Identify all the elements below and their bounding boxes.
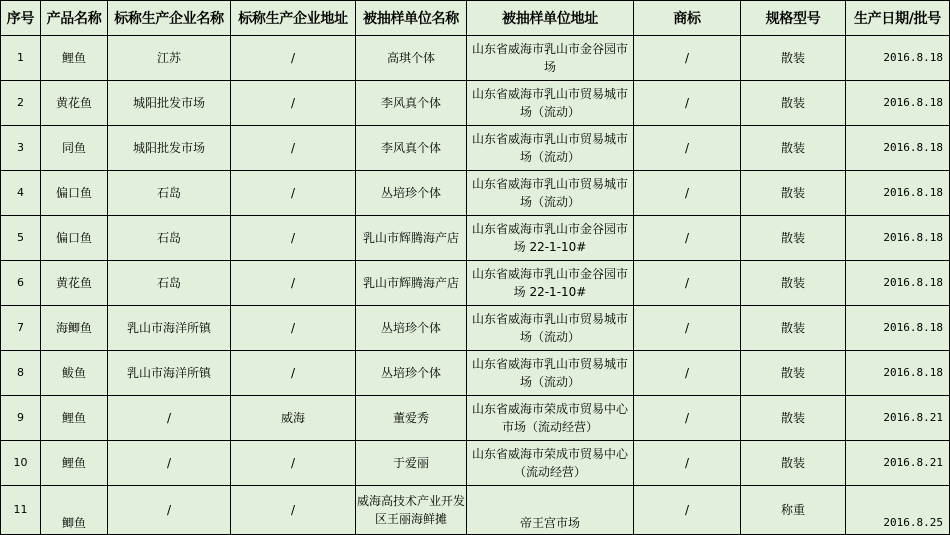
cell-product: 鲤鱼: [41, 36, 108, 81]
cell-sampled-unit-address: 山东省威海市乳山市金谷园市场: [467, 36, 634, 81]
header-sampled-unit-address: 被抽样单位地址: [467, 1, 634, 36]
cell-brand: /: [634, 126, 741, 171]
cell-maker: /: [108, 441, 231, 486]
cell-sampled-unit: 威海高技术产业开发区王丽海鲜摊: [356, 486, 467, 535]
cell-sampled-unit: 乳山市辉腾海产店: [356, 261, 467, 306]
cell-spec: 散装: [741, 396, 846, 441]
cell-date: 2016.8.25: [846, 486, 950, 535]
cell-maker-address: /: [231, 81, 356, 126]
cell-spec: 散装: [741, 36, 846, 81]
cell-sampled-unit-address: 山东省威海市乳山市贸易城市场（流动）: [467, 171, 634, 216]
table-row: [1, 351, 950, 396]
cell-sampled-unit: 于爱丽: [356, 441, 467, 486]
cell-maker-address: /: [231, 126, 356, 171]
cell-index: 11: [1, 486, 41, 535]
cell-index: 9: [1, 396, 41, 441]
cell-index: 5: [1, 216, 41, 261]
cell-brand: /: [634, 306, 741, 351]
cell-spec: 散装: [741, 126, 846, 171]
cell-spec: 散装: [741, 441, 846, 486]
table-row: [1, 36, 950, 81]
cell-maker: 城阳批发市场: [108, 81, 231, 126]
cell-sampled-unit: 乳山市辉腾海产店: [356, 216, 467, 261]
table-row: [1, 126, 950, 171]
cell-spec: 散装: [741, 216, 846, 261]
table-row: [1, 216, 950, 261]
cell-maker: 江苏: [108, 36, 231, 81]
cell-maker-address: /: [231, 36, 356, 81]
cell-maker-address: /: [231, 216, 356, 261]
cell-maker-address: 威海: [231, 396, 356, 441]
cell-maker: /: [108, 396, 231, 441]
table-row: [1, 81, 950, 126]
cell-brand: /: [634, 81, 741, 126]
cell-spec: 散装: [741, 306, 846, 351]
cell-spec: 散装: [741, 261, 846, 306]
cell-sampled-unit-address: 山东省威海市荣成市贸易中心市场（流动经营）: [467, 396, 634, 441]
cell-sampled-unit: 董爱秀: [356, 396, 467, 441]
cell-maker-address: /: [231, 486, 356, 535]
cell-date: 2016.8.18: [846, 126, 950, 171]
cell-maker-address: /: [231, 351, 356, 396]
cell-maker-address: /: [231, 171, 356, 216]
cell-product: 偏口鱼: [41, 216, 108, 261]
cell-product: 黄花鱼: [41, 261, 108, 306]
cell-brand: /: [634, 261, 741, 306]
cell-sampled-unit-address: 山东省威海市荣成市贸易中心（流动经营）: [467, 441, 634, 486]
cell-product: 黄花鱼: [41, 81, 108, 126]
cell-date: 2016.8.18: [846, 171, 950, 216]
cell-spec: 称重: [741, 486, 846, 535]
cell-maker: 乳山市海洋所镇: [108, 351, 231, 396]
cell-maker: /: [108, 486, 231, 535]
cell-sampled-unit-address: 山东省威海市乳山市贸易城市场（流动）: [467, 306, 634, 351]
table-row: [1, 261, 950, 306]
table-row: [1, 441, 950, 486]
cell-product: 鲫鱼: [41, 486, 108, 535]
header-sampled-unit: 被抽样单位名称: [356, 1, 467, 36]
cell-date: 2016.8.18: [846, 81, 950, 126]
cell-maker: 乳山市海洋所镇: [108, 306, 231, 351]
cell-maker: 石岛: [108, 261, 231, 306]
cell-maker-address: /: [231, 306, 356, 351]
table-row: [1, 486, 950, 535]
cell-date: 2016.8.18: [846, 216, 950, 261]
cell-index: 3: [1, 126, 41, 171]
header-maker-address: 标称生产企业地址: [231, 1, 356, 36]
cell-spec: 散装: [741, 171, 846, 216]
cell-index: 2: [1, 81, 41, 126]
cell-sampled-unit: 李风真个体: [356, 81, 467, 126]
header-product: 产品名称: [41, 1, 108, 36]
cell-index: 8: [1, 351, 41, 396]
cell-index: 7: [1, 306, 41, 351]
table-row: [1, 396, 950, 441]
table-row: [1, 171, 950, 216]
header-spec: 规格型号: [741, 1, 846, 36]
cell-product: 鲅鱼: [41, 351, 108, 396]
header-brand: 商标: [634, 1, 741, 36]
header-index: 序号: [1, 1, 41, 36]
header-maker: 标称生产企业名称: [108, 1, 231, 36]
cell-product: 鲤鱼: [41, 396, 108, 441]
cell-maker: 城阳批发市场: [108, 126, 231, 171]
cell-maker-address: /: [231, 261, 356, 306]
cell-brand: /: [634, 351, 741, 396]
cell-sampled-unit-address: 山东省威海市乳山市金谷园市场 22-1-10#: [467, 261, 634, 306]
cell-maker: 石岛: [108, 216, 231, 261]
cell-sampled-unit-address: 山东省威海市乳山市金谷园市场 22-1-10#: [467, 216, 634, 261]
cell-date: 2016.8.21: [846, 396, 950, 441]
cell-sampled-unit-address: 山东省威海市乳山市贸易城市场（流动）: [467, 126, 634, 171]
table-row: [1, 306, 950, 351]
cell-spec: 散装: [741, 81, 846, 126]
cell-sampled-unit: 李风真个体: [356, 126, 467, 171]
cell-index: 1: [1, 36, 41, 81]
cell-product: 鲤鱼: [41, 441, 108, 486]
cell-date: 2016.8.21: [846, 441, 950, 486]
cell-index: 6: [1, 261, 41, 306]
cell-maker: 石岛: [108, 171, 231, 216]
cell-index: 10: [1, 441, 41, 486]
cell-spec: 散装: [741, 351, 846, 396]
cell-sampled-unit-address: 帝王宫市场: [467, 486, 634, 535]
cell-product: 同鱼: [41, 126, 108, 171]
cell-brand: /: [634, 216, 741, 261]
cell-brand: /: [634, 36, 741, 81]
cell-sampled-unit: 丛培珍个体: [356, 351, 467, 396]
cell-sampled-unit: 丛培珍个体: [356, 306, 467, 351]
cell-sampled-unit: 高琪个体: [356, 36, 467, 81]
cell-product: 偏口鱼: [41, 171, 108, 216]
cell-maker-address: /: [231, 441, 356, 486]
header-date: 生产日期/批号: [846, 1, 950, 36]
cell-sampled-unit-address: 山东省威海市乳山市贸易城市场（流动）: [467, 351, 634, 396]
cell-brand: /: [634, 486, 741, 535]
cell-date: 2016.8.18: [846, 351, 950, 396]
header-row: [1, 1, 950, 36]
cell-date: 2016.8.18: [846, 306, 950, 351]
cell-date: 2016.8.18: [846, 261, 950, 306]
cell-sampled-unit-address: 山东省威海市乳山市贸易城市场（流动）: [467, 81, 634, 126]
cell-brand: /: [634, 441, 741, 486]
cell-sampled-unit: 丛培珍个体: [356, 171, 467, 216]
cell-brand: /: [634, 396, 741, 441]
cell-product: 海鲫鱼: [41, 306, 108, 351]
cell-date: 2016.8.18: [846, 36, 950, 81]
cell-brand: /: [634, 171, 741, 216]
cell-index: 4: [1, 171, 41, 216]
